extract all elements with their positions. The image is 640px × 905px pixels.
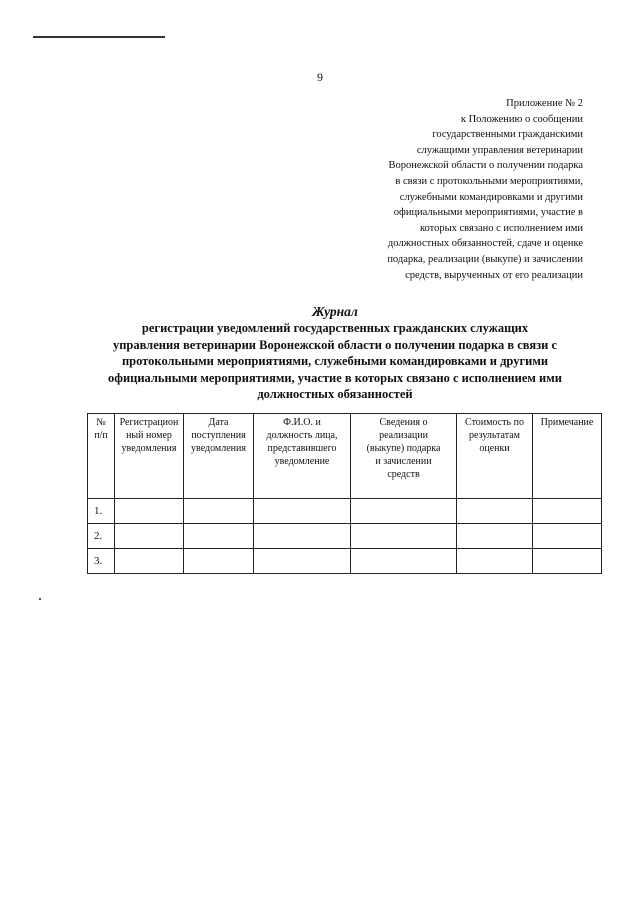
table-cell xyxy=(351,549,457,574)
header-line: (выкупе) подарка xyxy=(366,443,441,454)
table-row xyxy=(88,524,602,549)
appendix-line: государственными гражданскими xyxy=(432,129,583,141)
row-number: 3. xyxy=(88,549,115,574)
column-header-sale-info xyxy=(351,414,457,499)
header-line: Примечание xyxy=(540,417,594,428)
top-rule xyxy=(33,36,165,38)
table-cell xyxy=(254,524,351,549)
appendix-line: Приложение № 2 xyxy=(506,98,583,109)
header-line: уведомление xyxy=(274,456,330,467)
table-row xyxy=(88,549,602,574)
table-cell xyxy=(184,524,254,549)
table-cell xyxy=(115,524,184,549)
header-line: Стоимость по xyxy=(465,417,524,428)
table-cell xyxy=(254,549,351,574)
column-header-registration-number xyxy=(115,414,184,499)
registration-table xyxy=(87,413,602,574)
table-cell xyxy=(115,549,184,574)
table-cell xyxy=(184,499,254,524)
journal-subtitle-line: протокольными мероприятиями, служебными командировками и другими xyxy=(121,354,549,368)
table-cell xyxy=(457,524,533,549)
header-line: Ф.И.О. и xyxy=(283,417,321,428)
appendix-line: которых связано с исполнением ими xyxy=(419,222,583,234)
header-line: № xyxy=(96,417,106,428)
table-cell xyxy=(184,549,254,574)
appendix-line: Воронежской области о получении подарка xyxy=(388,160,583,172)
header-line: должность лица, xyxy=(266,430,338,441)
table-cell xyxy=(115,499,184,524)
journal-subtitle-line: регистрации уведомлений государственных гражданских служащих xyxy=(141,321,529,335)
table-cell xyxy=(351,499,457,524)
column-header-receipt-date xyxy=(184,414,254,499)
page-number: 9 xyxy=(317,70,323,84)
header-line: поступления xyxy=(191,430,246,441)
header-line: средств xyxy=(387,469,420,480)
appendix-line: средств, вырученных от его реализации xyxy=(405,269,583,281)
journal-subtitle-line: официальными мероприятиями, участие в которых связано с исполнением ими xyxy=(108,370,562,385)
row-number: 2. xyxy=(88,524,115,549)
journal-title: Журнал xyxy=(312,304,358,319)
header-line: ный номер xyxy=(126,430,172,441)
header-line: Дата xyxy=(208,417,229,428)
appendix-line: официальными мероприятиями, участие в xyxy=(393,207,583,219)
column-header-number xyxy=(88,414,115,499)
column-header-appraised-value xyxy=(457,414,533,499)
table-cell xyxy=(533,524,602,549)
appendix-line: служащими управления ветеринарии xyxy=(416,144,583,156)
header-line: и зачислении xyxy=(375,456,432,467)
header-line: п/п xyxy=(94,430,108,441)
column-header-person xyxy=(254,414,351,499)
header-line: оценки xyxy=(479,443,510,454)
header-line: реализации xyxy=(379,430,428,441)
journal-subtitle xyxy=(30,320,640,403)
journal-subtitle-line: управления ветеринарии Воронежской области о получении подарка в связи с xyxy=(112,337,558,352)
journal-subtitle-line: должностных обязанностей xyxy=(257,387,413,401)
appendix-line: должностных обязанностей, сдаче и оценке xyxy=(387,238,583,250)
table-row xyxy=(88,499,602,524)
table-cell xyxy=(533,549,602,574)
header-line: результатам xyxy=(469,430,520,441)
header-line: уведомления xyxy=(191,443,246,454)
header-line: представившего xyxy=(267,443,337,454)
column-header-note xyxy=(533,414,602,499)
table-cell xyxy=(457,549,533,574)
row-number: 1. xyxy=(88,499,115,524)
header-line: Регистрацион xyxy=(119,417,179,428)
appendix-line: к Положению о сообщении xyxy=(460,113,583,125)
header-line: Сведения о xyxy=(379,417,428,428)
appendix-note xyxy=(323,96,583,283)
scan-speck xyxy=(39,598,41,600)
table-cell xyxy=(254,499,351,524)
appendix-line: в связи с протокольными мероприятиями, xyxy=(395,175,583,187)
table-cell xyxy=(533,499,602,524)
header-line: уведомления xyxy=(121,443,177,454)
table-cell xyxy=(457,499,533,524)
table-header-row xyxy=(88,414,602,499)
appendix-line: служебными командировками и другими xyxy=(399,191,583,203)
table-cell xyxy=(351,524,457,549)
appendix-line: подарка, реализации (выкупе) и зачислении xyxy=(387,253,583,265)
